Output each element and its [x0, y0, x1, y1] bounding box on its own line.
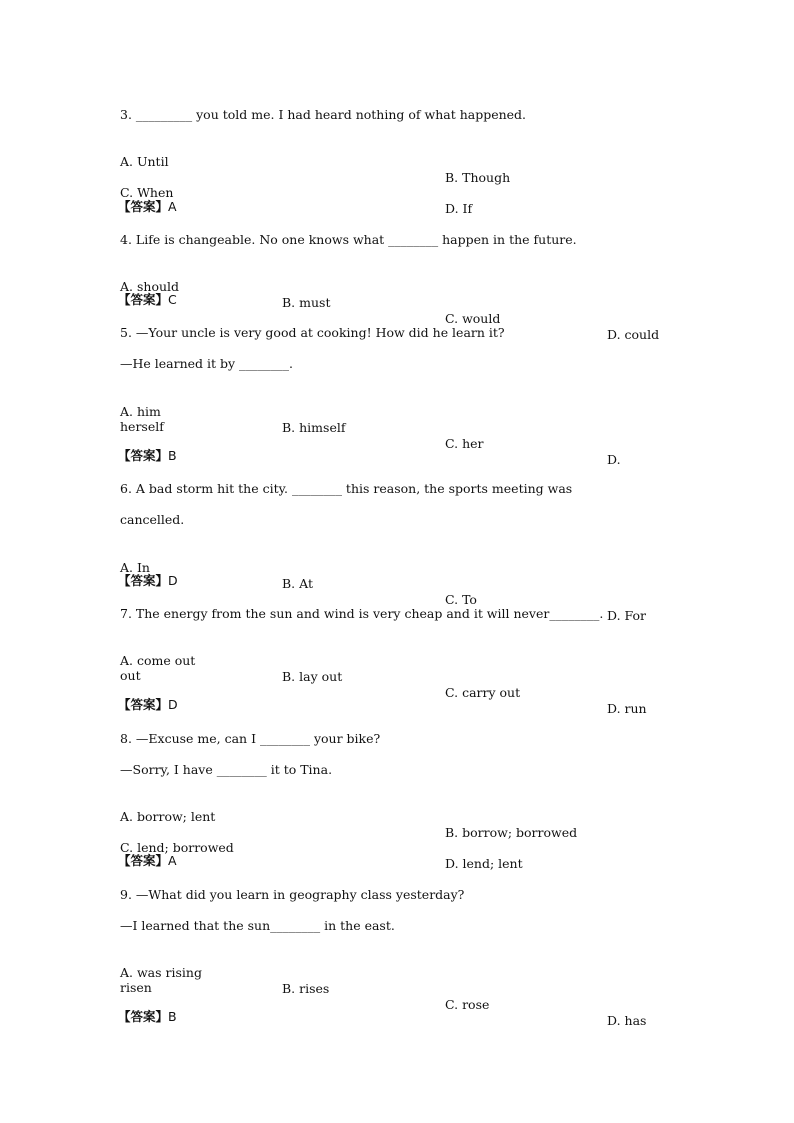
option-d-wrap: risen: [120, 980, 152, 995]
option-b: B. borrow; borrowed: [445, 825, 578, 840]
question-5-stem-line-1: 5. —Your uncle is very good at cooking! How did he learn it?: [120, 325, 505, 340]
answer-tag: 【答案】: [118, 1009, 169, 1024]
question-9-stem-line-2: —I learned that the sun________ in the east.: [120, 918, 395, 933]
answer-tag: 【答案】: [118, 853, 169, 868]
answer-value: A: [168, 853, 177, 868]
question-4-answer: [118, 292, 177, 308]
question-5-stem-line-2: —He learned it by ________.: [120, 356, 294, 371]
question-6-stem-line-2: cancelled.: [120, 512, 185, 527]
answer-value: C: [168, 292, 177, 307]
option-a: A. was rising: [120, 965, 202, 980]
option-c: C. When: [120, 185, 174, 200]
option-b: B. himself: [282, 420, 346, 435]
answer-value: D: [168, 573, 178, 588]
question-4-stem: 4. Life is changeable. No one knows what ________ happen in the future.: [120, 232, 577, 247]
question-3-options-row-1: [0, 138, 794, 185]
question-6-answer: [118, 573, 178, 589]
option-a: A. should: [120, 279, 180, 294]
option-a: A. In: [120, 560, 150, 575]
answer-tag: 【答案】: [118, 448, 169, 463]
answer-tag: 【答案】: [118, 199, 169, 214]
question-6-stem-line-1: 6. A bad storm hit the city. ________ this reason, the sports meeting was: [120, 481, 573, 496]
answer-tag: 【答案】: [118, 573, 169, 588]
option-b: B. lay out: [282, 669, 343, 684]
answer-value: D: [168, 697, 178, 712]
option-d: D. lend; lent: [445, 856, 523, 871]
option-d-wrap: herself: [120, 419, 164, 434]
option-b: B. At: [282, 576, 313, 591]
question-8-stem-line-2: —Sorry, I have ________ it to Tina.: [120, 762, 333, 777]
option-c: C. To: [445, 592, 477, 607]
option-b: B. Though: [445, 170, 511, 185]
question-8-stem-line-1: 8. —Excuse me, can I ________ your bike?: [120, 731, 381, 746]
option-b: B. must: [282, 295, 331, 310]
answer-value: A: [168, 199, 177, 214]
answer-tag: 【答案】: [118, 697, 169, 712]
option-c: C. lend; borrowed: [120, 840, 234, 855]
question-5-answer: [118, 448, 177, 464]
question-8-answer: [118, 853, 177, 869]
option-c: C. would: [445, 311, 501, 326]
option-d: D. run: [607, 701, 647, 716]
option-d: D. could: [607, 327, 660, 342]
option-c: C. her: [445, 436, 484, 451]
option-d-wrap: out: [120, 668, 141, 683]
question-9-stem-line-1: 9. —What did you learn in geography class yesterday?: [120, 887, 465, 902]
question-7-stem: 7. The energy from the sun and wind is very cheap and it will never________.: [120, 606, 604, 621]
option-d: D. If: [445, 201, 473, 216]
answer-value: B: [168, 448, 177, 463]
option-d: D. For: [607, 608, 647, 623]
option-a: A. borrow; lent: [120, 809, 216, 824]
option-d: D.: [607, 452, 621, 467]
answer-tag: 【答案】: [118, 292, 169, 307]
option-a: A. him: [120, 404, 161, 419]
question-3-answer: [118, 199, 177, 215]
option-d: D. has: [607, 1013, 647, 1028]
option-b: B. rises: [282, 981, 330, 996]
question-3-stem: 3. _________ you told me. I had heard nothing of what happened.: [120, 107, 527, 122]
option-c: C. rose: [445, 997, 490, 1012]
answer-value: B: [168, 1009, 177, 1024]
question-9-answer: [118, 1009, 177, 1025]
question-7-answer: [118, 697, 178, 713]
option-a: A. come out: [120, 653, 196, 668]
option-a: A. Until: [120, 154, 169, 169]
question-8-options-row-1: [0, 793, 794, 840]
option-c: C. carry out: [445, 685, 521, 700]
